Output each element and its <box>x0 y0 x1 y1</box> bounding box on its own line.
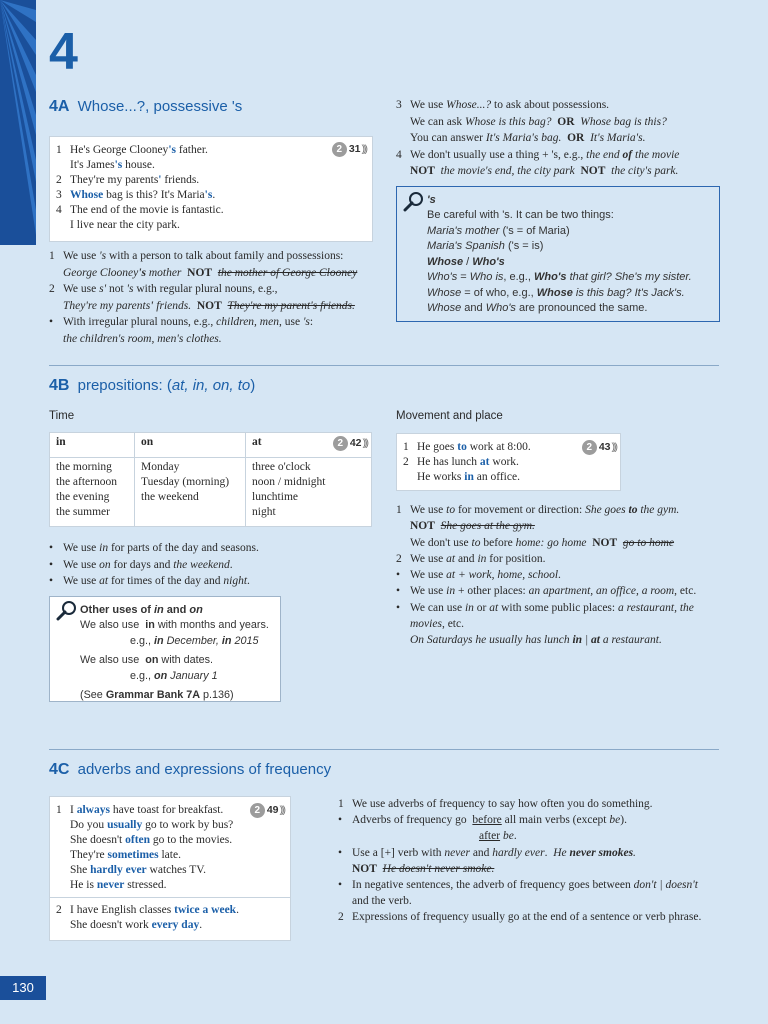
table-cell-on: Tuesday (morning) <box>141 476 230 488</box>
audio-badge[interactable]: 2 43))) <box>582 440 616 455</box>
chapter-tab <box>0 0 36 245</box>
example-line: 1 I always have toast for breakfast. <box>56 804 224 816</box>
section-4b-title <box>49 377 255 395</box>
table-cell-at: night <box>252 506 276 518</box>
example-line: It's James's house. <box>70 159 155 171</box>
tip-line: (See Grammar Bank 7A p.136) <box>80 689 234 701</box>
rule-line: 2 We use s' not 's with regular plural nouns, e.g., <box>49 283 278 295</box>
rules-4a-right <box>396 97 679 180</box>
sound-icon: ))) <box>362 437 367 449</box>
tip-box-in-on <box>49 596 281 702</box>
example-line: 2 He has lunch at work. <box>403 456 519 468</box>
divider <box>49 749 719 750</box>
rule-line: the children's room, men's clothes. <box>63 332 222 345</box>
section-code: 4B <box>49 377 70 394</box>
section-name: Whose...?, possessive 's <box>77 98 243 115</box>
table-cell-at: lunchtime <box>252 491 298 503</box>
magnifier-icon <box>56 600 78 622</box>
example-line: She doesn't often go to the movies. <box>70 834 233 846</box>
table-cell-in: the afternoon <box>56 476 117 488</box>
bullet-line: • We use in for parts of the day and seasons. <box>49 542 259 554</box>
rule-line: • With irregular plural nouns, e.g., children, men, use 's: <box>49 316 314 328</box>
section-name: adverbs and expressions of frequency <box>77 761 332 778</box>
example-line: She hardly ever watches TV. <box>70 864 206 876</box>
section-4c-title <box>49 761 331 779</box>
example-line: 1 He goes to work at 8:00. <box>403 441 531 453</box>
section-name: prepositions: (at, in, on, to) <box>77 377 256 394</box>
rule-line: George Clooney's mother NOT the mother of George Clooney <box>63 266 358 279</box>
tip-line: Whose / Who's <box>427 255 505 268</box>
prepositions-table <box>49 432 372 527</box>
rule-line: • We can use in or at with some public places: a restaurant, the <box>396 601 694 614</box>
table-cell-in: the evening <box>56 491 110 503</box>
rule-line: • Adverbs of frequency go before all main verbs (except be). <box>338 814 627 827</box>
page-number: 130 <box>0 976 46 1000</box>
divider <box>49 365 719 366</box>
tip-lines <box>80 618 269 704</box>
section-code: 4A <box>49 98 70 115</box>
movement-examples-box <box>396 433 621 491</box>
rule-line: We can ask Whose is this bag? OR Whose bag is this? <box>410 115 667 128</box>
tip-line: e.g., in December, in 2015 <box>130 634 259 647</box>
tip-line: We also use on with dates. <box>80 654 214 666</box>
bullets-time <box>49 540 259 590</box>
table-cell-in: the summer <box>56 506 110 518</box>
examples-list <box>56 143 224 233</box>
rule-line: On Saturdays he usually has lunch in | at a restaurant. <box>410 634 662 647</box>
section-4a-title <box>49 98 242 116</box>
frequency-examples-box <box>49 796 291 941</box>
rule-line: after be. <box>479 830 517 843</box>
rule-line: 1 We use to for movement or direction: She goes to the gym. <box>396 504 680 516</box>
rule-line: • In negative sentences, the adverb of frequency goes between don't | doesn't <box>338 879 698 892</box>
rule-line: NOT She goes at the gym. <box>410 520 535 533</box>
tip-box-apostrophe-s <box>396 186 720 322</box>
time-label: Time <box>49 410 75 422</box>
table-cell-on: Monday <box>141 461 180 473</box>
section-code: 4C <box>49 761 70 778</box>
rule-line: movies, etc. <box>410 618 464 631</box>
movement-label: Movement and place <box>396 410 503 422</box>
frequency-rules <box>338 796 701 926</box>
rule-line: 1 We use adverbs of frequency to say how often you do something. <box>338 798 653 810</box>
header-at: at <box>252 436 262 448</box>
example-line: Do you usually go to work by bus? <box>70 819 234 831</box>
tip-lines <box>427 208 692 317</box>
table-header-row <box>50 433 372 458</box>
rules-4a <box>49 248 357 347</box>
audio-badge[interactable]: 2 31))) <box>332 142 366 157</box>
sunburst-decoration <box>0 0 36 245</box>
rule-line: 2 Expressions of frequency usually go at the end of a sentence or verb phrase. <box>338 911 702 924</box>
tip-line: Whose = of who, e.g., Whose is this bag? It's Jack's. <box>427 286 685 299</box>
sound-icon: ))) <box>361 143 366 155</box>
example-line: 1 He's George Clooney's father. <box>56 144 208 156</box>
example-line: 2 They're my parents' friends. <box>56 174 200 186</box>
examples-box-4a <box>49 136 373 242</box>
example-line: They're sometimes late. <box>70 849 181 861</box>
examples-list <box>403 440 531 485</box>
example-line: 2 I have English classes twice a week. <box>56 904 239 916</box>
table-cell-at: noon / midnight <box>252 476 326 488</box>
rule-line: • Use a [+] verb with never and hardly ever. He never smokes. <box>338 846 636 859</box>
tip-line: Who's = Who is, e.g., Who's that girl? She's my sister. <box>427 271 692 283</box>
tip-line: Maria's Spanish ('s = is) <box>427 240 544 252</box>
header-on: on <box>141 436 154 448</box>
rule-line: We don't use to before home: go home NOT go to home <box>410 536 675 549</box>
tip-line: Whose and Who's are pronounced the same. <box>427 302 648 314</box>
example-line: I live near the city park. <box>70 219 180 231</box>
example-line: He works in an office. <box>417 471 520 483</box>
rule-line: 1 We use 's with a person to talk about family and possessions: <box>49 250 344 262</box>
audio-badge[interactable]: 2 49))) <box>250 803 284 818</box>
sound-icon: ))) <box>611 441 616 453</box>
table-cell-at: three o'clock <box>252 461 311 473</box>
tip-line: Be careful with 's. It can be two things: <box>427 209 614 221</box>
rule-line: NOT the movie's end, the city park NOT the city's park. <box>410 165 679 177</box>
tip-line: We also use in with months and years. <box>80 619 269 631</box>
rule-line: They're my parents' friends. NOT They're my parent's friends. <box>63 299 355 312</box>
header-in: in <box>56 436 66 448</box>
rule-line: NOT He doesn't never smoke. <box>352 862 495 875</box>
rule-line: 2 We use at and in for position. <box>396 552 546 565</box>
rule-line: • We use in + other places: an apartment, an office, a room, etc. <box>396 585 697 598</box>
example-line: 3 Whose bag is this? It's Maria's. <box>56 189 216 201</box>
table-cell-in: the morning <box>56 461 112 473</box>
magnifier-icon <box>403 191 425 213</box>
rule-line: 4 We don't usually use a thing + 's, e.g., the end of the movie <box>396 148 680 161</box>
tip-line: Maria's mother ('s = of Maria) <box>427 224 570 237</box>
tip-line: e.g., on January 1 <box>130 669 218 682</box>
rule-line: You can answer It's Maria's bag. OR It's Maria's. <box>410 132 646 144</box>
chapter-number: 4 <box>49 23 78 81</box>
audio-badge[interactable]: 2 42))) <box>333 436 367 451</box>
table-cell-on: the weekend <box>141 491 199 503</box>
rule-line: • We use at + work, home, school. <box>396 569 561 582</box>
bullet-line: • We use at for times of the day and night. <box>49 575 250 587</box>
example-line: 4 The end of the movie is fantastic. <box>56 204 224 216</box>
examples-list <box>56 803 233 893</box>
tip-title: Other uses of in and on <box>80 604 203 616</box>
example-line: He is never stressed. <box>70 879 167 891</box>
tip-title: 's <box>427 194 436 206</box>
movement-rules <box>396 502 696 649</box>
table-row <box>50 458 372 527</box>
rule-line: 3 We use Whose...? to ask about possessions. <box>396 99 610 111</box>
examples-list <box>56 903 239 933</box>
rule-line: and the verb. <box>352 895 412 908</box>
example-line: She doesn't work every day. <box>70 919 203 931</box>
divider <box>50 897 290 898</box>
bullet-line: • We use on for days and the weekend. <box>49 558 233 571</box>
sound-icon: ))) <box>279 804 284 816</box>
